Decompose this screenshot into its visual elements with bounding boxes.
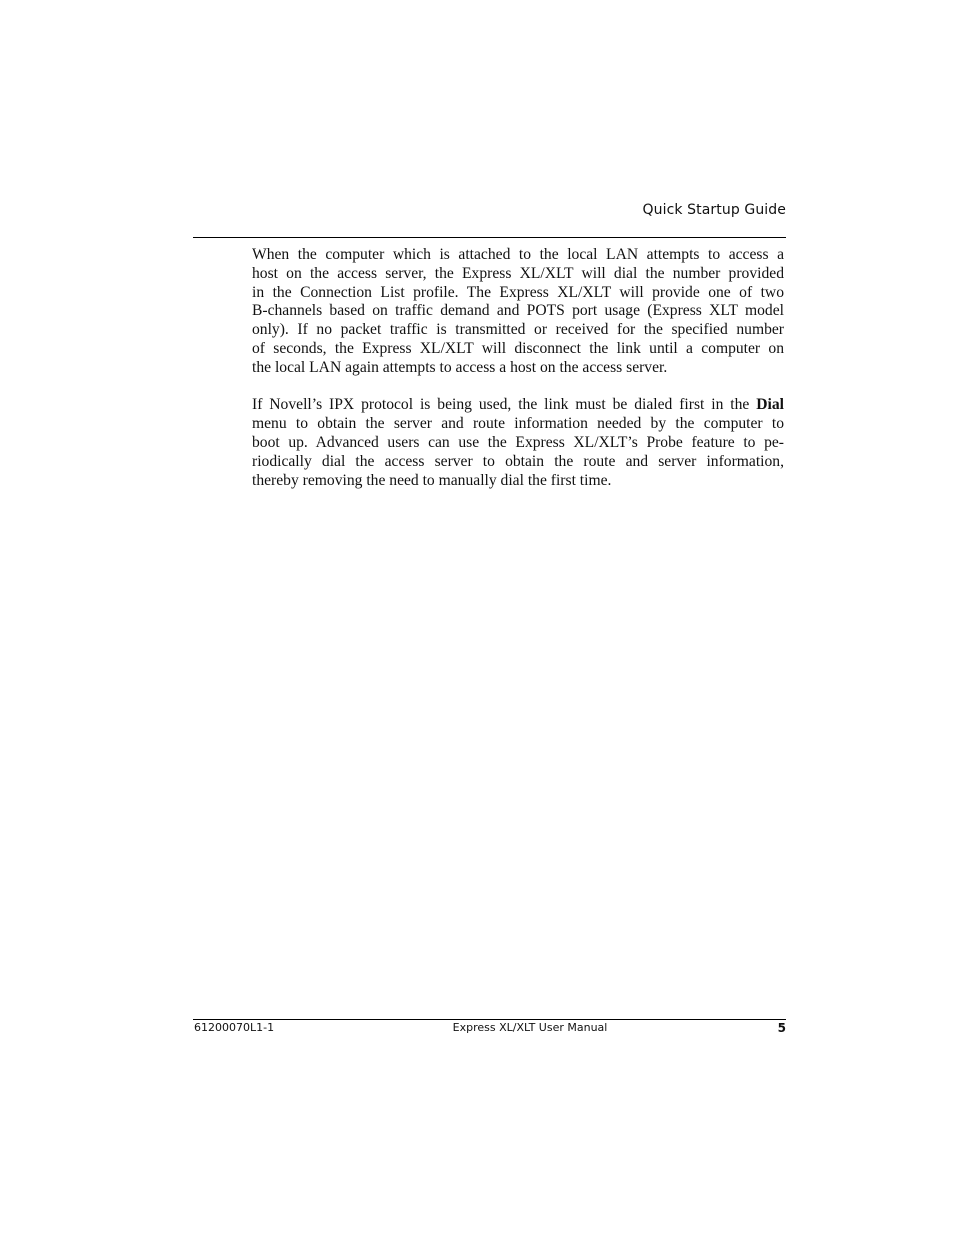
footer-doc-number: 61200070L1-1	[194, 1021, 275, 1034]
page-header-title: Quick Startup Guide	[642, 202, 786, 218]
text-line: the local LAN again attempts to access a host on the access server.	[252, 358, 668, 376]
text-line: host on the access server, the Express XL/XLT will dial the number provided	[252, 264, 784, 282]
footer-divider	[193, 1019, 786, 1020]
text-run: If Novell’s IPX protocol is being used, the link must be dialed first in the	[252, 396, 757, 414]
dial-menu-term: Dial	[756, 396, 784, 414]
text-line: menu to obtain the server and route information needed by the computer to	[252, 415, 784, 433]
text-line: B-channels based on traffic demand and POTS port usage (Express XLT model	[252, 302, 784, 320]
text-line: thereby removing the need to manually dial the first time.	[252, 471, 612, 489]
paragraph-ipx-protocol	[252, 396, 784, 490]
paragraph-connection-behavior	[252, 246, 784, 378]
text-line: of seconds, the Express XL/XLT will disconnect the link until a computer on	[252, 339, 784, 357]
text-line: in the Connection List profile. The Express XL/XLT will provide one of two	[252, 283, 784, 301]
text-line: boot up. Advanced users can use the Express XL/XLT’s Probe feature to pe-	[252, 433, 784, 451]
text-line	[252, 396, 784, 415]
footer-page-number: 5	[777, 1021, 786, 1035]
body-text	[252, 246, 784, 509]
text-line: only). If no packet traffic is transmitted or received for the specified number	[252, 321, 784, 339]
footer-manual-title: Express XL/XLT User Manual	[452, 1021, 608, 1034]
header-divider	[193, 237, 786, 238]
text-line: riodically dial the access server to obtain the route and server information,	[252, 452, 784, 470]
text-line: When the computer which is attached to the local LAN attempts to access a	[252, 246, 784, 263]
